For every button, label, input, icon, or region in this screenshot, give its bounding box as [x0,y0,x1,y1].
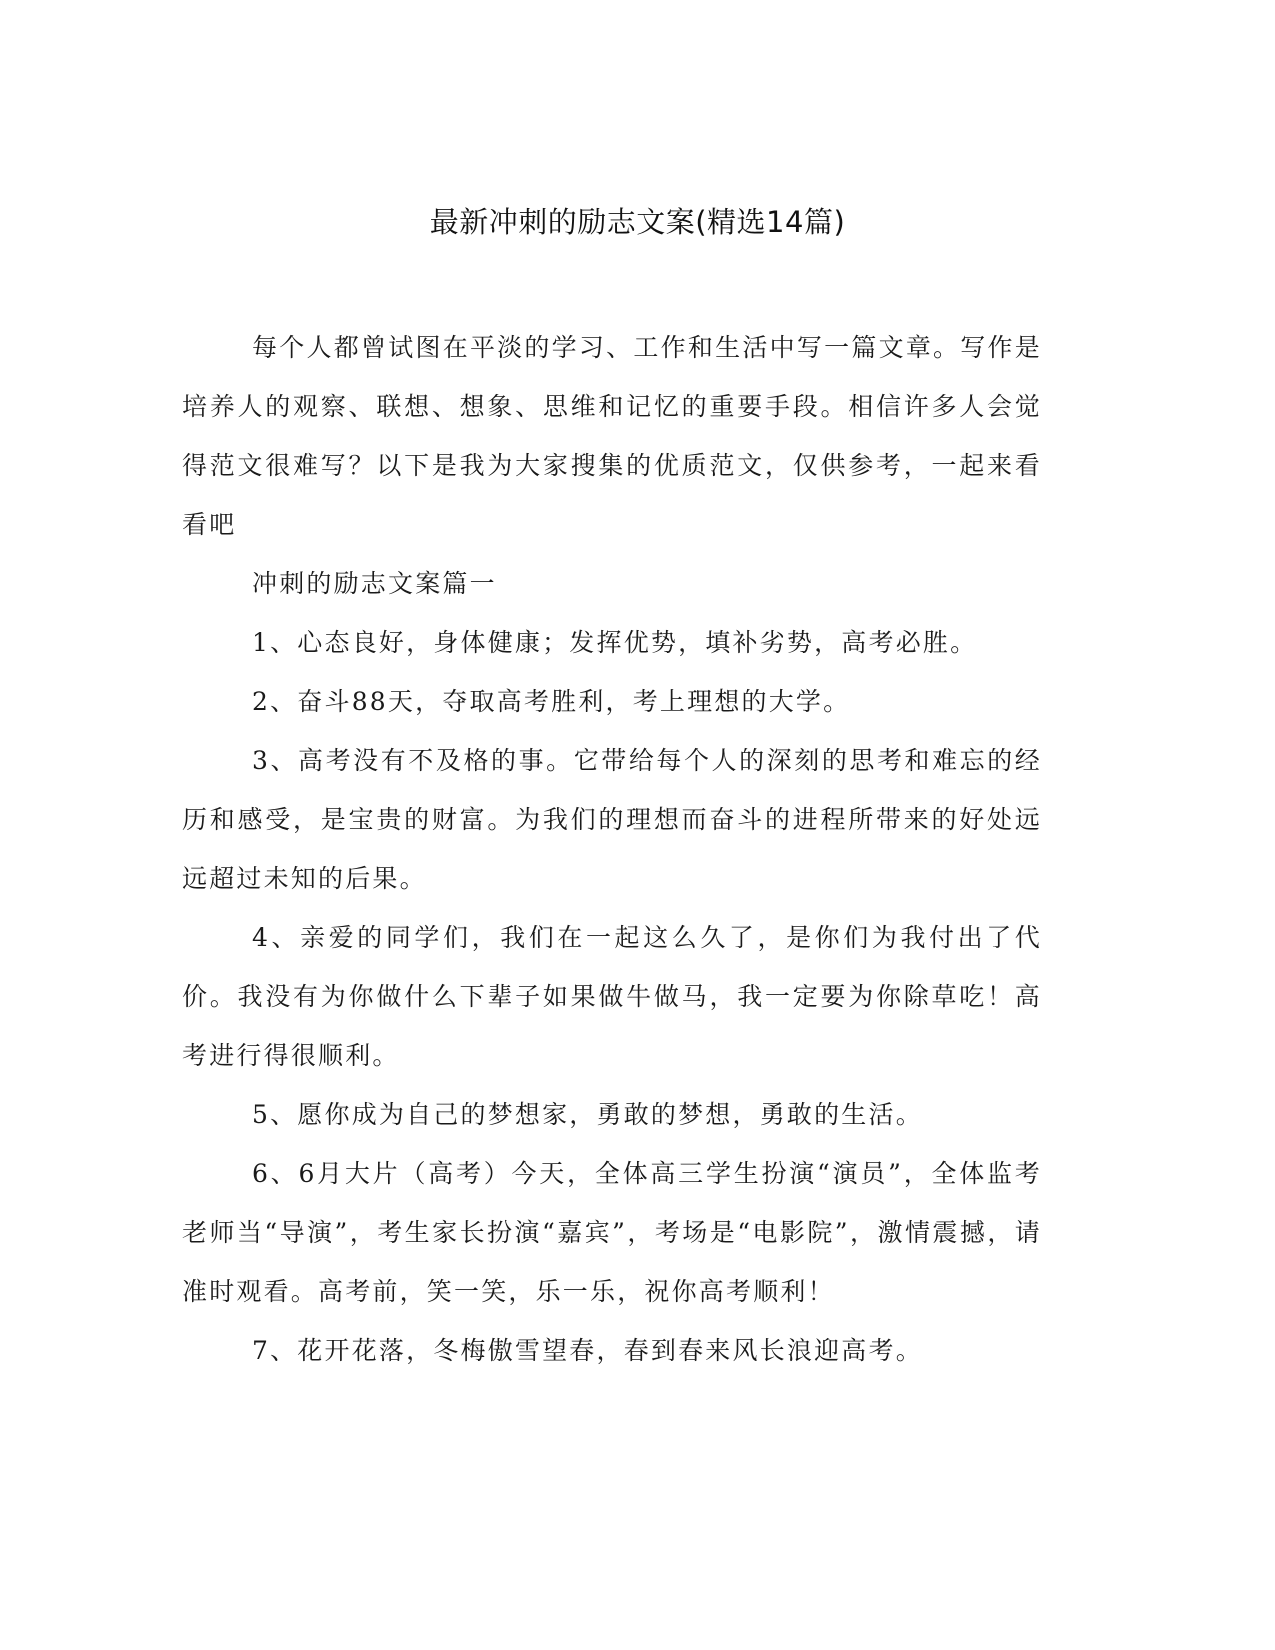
section-heading: 冲刺的励志文案篇一 [252,569,497,598]
list-item-6: 6、6月大片（高考）今天，全体高三学生扮演“演员”，全体监考老师当“导演”，考生家长扮演“嘉宾”，考场是“电影院”，激情震撼，请准时观看。高考前，笑一笑，乐一乐，祝你高考顺利！ [182,1159,1042,1306]
document-title: 最新冲刺的励志文案(精选14篇) [429,205,846,239]
intro-paragraph: 每个人都曾试图在平淡的学习、工作和生活中写一篇文章。写作是培养人的观察、联想、想象、思维和记忆的重要手段。相信许多人会觉得范文很难写？以下是我为大家搜集的优质范文，仅供参考，一起来看看吧 [182,333,1042,539]
list-item-3: 3、高考没有不及格的事。它带给每个人的深刻的思考和难忘的经历和感受，是宝贵的财富。为我们的理想而奋斗的进程所带来的好处远远超过未知的后果。 [182,746,1042,893]
list-item-4: 4、亲爱的同学们，我们在一起这么久了，是你们为我付出了代价。我没有为你做什么下辈子如果做牛做马，我一定要为你除草吃！高考进行得很顺利。 [182,923,1042,1070]
list-item-5: 5、愿你成为自己的梦想家，勇敢的梦想，勇敢的生活。 [252,1100,923,1129]
document-body [182,318,1042,1380]
list-item-2: 2、奋斗88天，夺取高考胜利，考上理想的大学。 [252,687,851,716]
list-item-7: 7、花开花落，冬梅傲雪望春，春到春来风长浪迎高考。 [252,1336,923,1365]
list-item-1: 1、心态良好，身体健康；发挥优势，填补劣势，高考必胜。 [252,628,978,657]
